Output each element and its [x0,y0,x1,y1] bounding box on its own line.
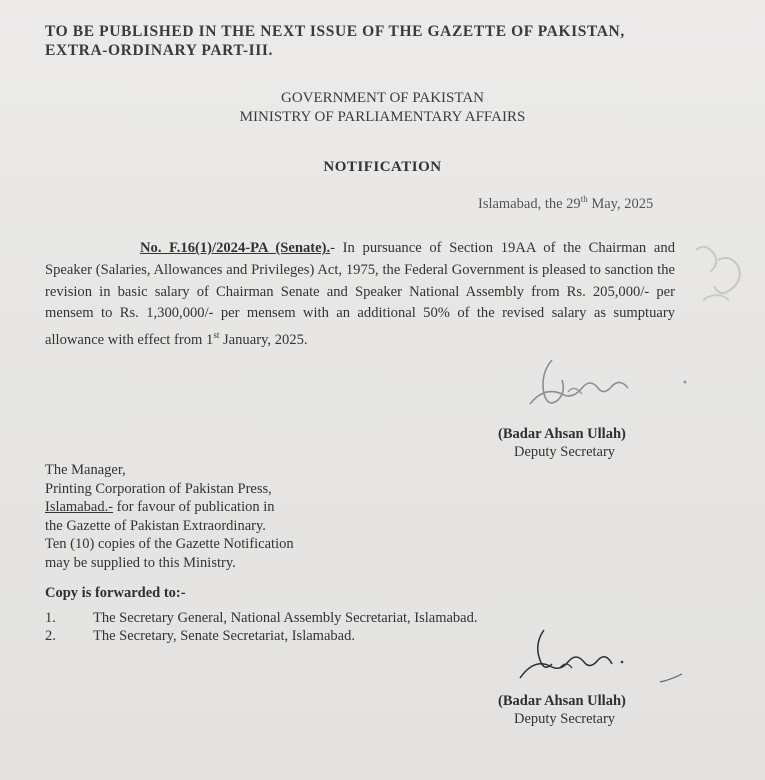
signatory-1-name: (Badar Ahsan Ullah) [498,426,626,442]
copy-item-number: 2. [45,628,56,644]
addressee-line6: may be supplied to this Ministry. [45,554,236,571]
notification-title: NOTIFICATION [323,159,442,175]
copy-forwarded-heading: Copy is forwarded to:- [45,585,186,601]
publication-header-line1: TO BE PUBLISHED IN THE NEXT ISSUE OF THE GAZETTE OF PAKISTAN, [45,23,625,40]
addressee-line4: the Gazette of Pakistan Extraordinary. [45,517,266,534]
addressee-line1: The Manager, [45,462,126,478]
addressee-line3-rest: for favour of publication in [113,499,275,515]
date-suffix: th [580,194,588,204]
addressee-line5: Ten (10) copies of the Gazette Notification [45,536,294,552]
signatory-1-designation: Deputy Secretary [514,444,616,460]
reference-number: No. F.16(1)/2024-PA (Senate). [140,240,331,256]
addressee-line3 [45,498,294,517]
copy-item-number: 1. [45,610,56,626]
addressee-line2: Printing Corporation of Pakistan Press, [45,480,272,497]
notification-body [45,238,675,352]
body-text-part2: January, 2025. [219,332,308,349]
date-prefix: Islamabad, the 29 [478,195,581,212]
body-text-part1: - In pursuance of Section 19AA of the Chairman and Speaker (Salaries, Allowances and Privileges) Act, 1975, the Federal Government is pleased to sanction the revision in basic salary of Chairman Senate and Speaker National Assembly from Rs. 205,000/- per mensem to Rs. 1,300,000/- per mensem with an additional 50% of the revised salary as sumptuary allowance with effect from 1 [45,240,675,349]
ministry-heading: MINISTRY OF PARLIAMENTARY AFFAIRS [239,109,526,125]
addressee-city: Islamabad.- [45,499,114,515]
notification-date [478,194,653,213]
signatory-2-designation: Deputy Secretary [514,711,616,727]
copy-item-text: The Secretary, Senate Secretariat, Islamabad. [93,628,355,644]
signatory-2-name: (Badar Ahsan Ullah) [498,693,626,709]
addressee-block [45,461,294,572]
signature-1 [510,352,700,422]
signature-2 [510,622,700,694]
copy-item-text: The Secretary General, National Assembly Secretariat, Islamabad. [93,610,478,626]
copy-list-item [45,610,478,627]
faint-stamp-mark [688,230,758,340]
publication-header-line2: EXTRA-ORDINARY PART-III. [45,42,274,59]
date-rest: May, 2025 [587,195,654,212]
copy-list-item [45,628,355,645]
body-text-sup: st [213,330,220,341]
government-heading: GOVERNMENT OF PAKISTAN [281,90,484,106]
